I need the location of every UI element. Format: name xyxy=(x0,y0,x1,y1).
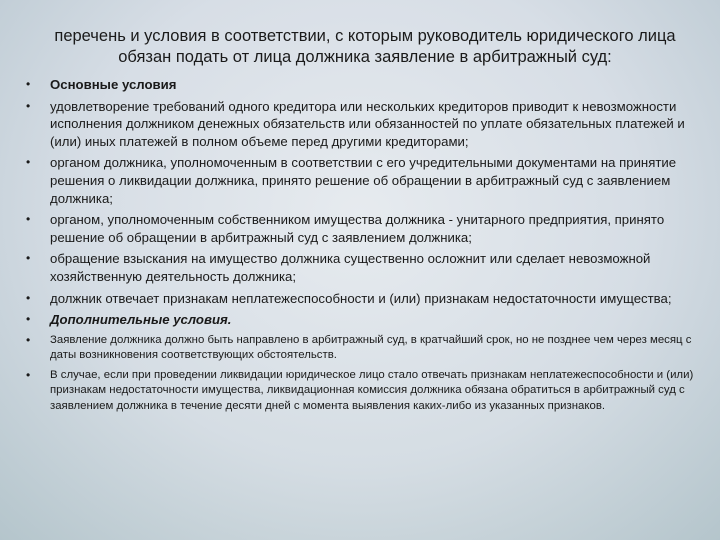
list-item-text: В случае, если при проведении ликвидации юридическое лицо стало отвечать признакам неплатежеспособности и (или) признакам недостаточности имущества, ликвидационная комиссия должника обязана обратиться в арбитражный суд с заявлением должника в течение десяти дней с момента выявления каких-либо из указанных признаков. xyxy=(50,368,694,412)
list-item xyxy=(22,154,702,207)
bullet-icon: • xyxy=(26,98,31,113)
bullet-icon: • xyxy=(26,212,31,227)
bullet-icon: • xyxy=(26,332,31,347)
list-item-text: Заявление должника должно быть направлено в арбитражный суд, в кратчайший срок, но не позднее чем через месяц с даты возникновения соответствующих обстоятельств. xyxy=(50,333,692,362)
list-item-text: Дополнительные условия. xyxy=(50,312,232,328)
list-item xyxy=(22,290,702,308)
list-item xyxy=(22,211,702,246)
list-item-text: удовлетворение требований одного кредитора или нескольких кредиторов приводит к невозможности исполнения должником денежных обязательств или обязанностей по уплате обязательных платежей и (или) иных платежей в полном объеме перед другими кредиторами; xyxy=(50,98,685,149)
bullet-icon: • xyxy=(26,251,31,266)
bullet-icon: • xyxy=(26,290,31,305)
bullet-icon: • xyxy=(26,155,31,170)
bullet-icon: • xyxy=(26,367,31,382)
list-item xyxy=(22,98,702,151)
list-item-text: Основные условия xyxy=(50,77,177,92)
bullet-list xyxy=(22,76,702,418)
list-item-text: органом должника, уполномоченным в соответствии с его учредительными документами на принятие решения о ликвидации должника, принято решение об обращении в арбитражный суд с заявлением должника; xyxy=(50,155,677,206)
list-item xyxy=(22,333,702,364)
list-item-text: обращение взыскания на имущество должника существенно осложнит или сделает невозможной хозяйственную деятельность должника; xyxy=(50,251,651,284)
list-item-text: должник отвечает признакам неплатежеспособности и (или) признакам недостаточности имущества; xyxy=(50,290,672,306)
bullet-icon: • xyxy=(26,77,31,91)
list-item xyxy=(22,76,702,94)
list-item xyxy=(22,311,702,329)
bullet-icon: • xyxy=(26,312,31,327)
list-item xyxy=(22,250,702,285)
list-item-text: органом, уполномоченным собственником имущества должника - унитарного предприятия, принято решение об обращении в арбитражный суд с заявлением должника; xyxy=(50,212,665,245)
slide-title: перечень и условия в соответствии, с которым руководитель юридического лица обязан подать от лица должника заявление в арбитражный суд: xyxy=(54,27,676,66)
list-item xyxy=(22,368,702,415)
